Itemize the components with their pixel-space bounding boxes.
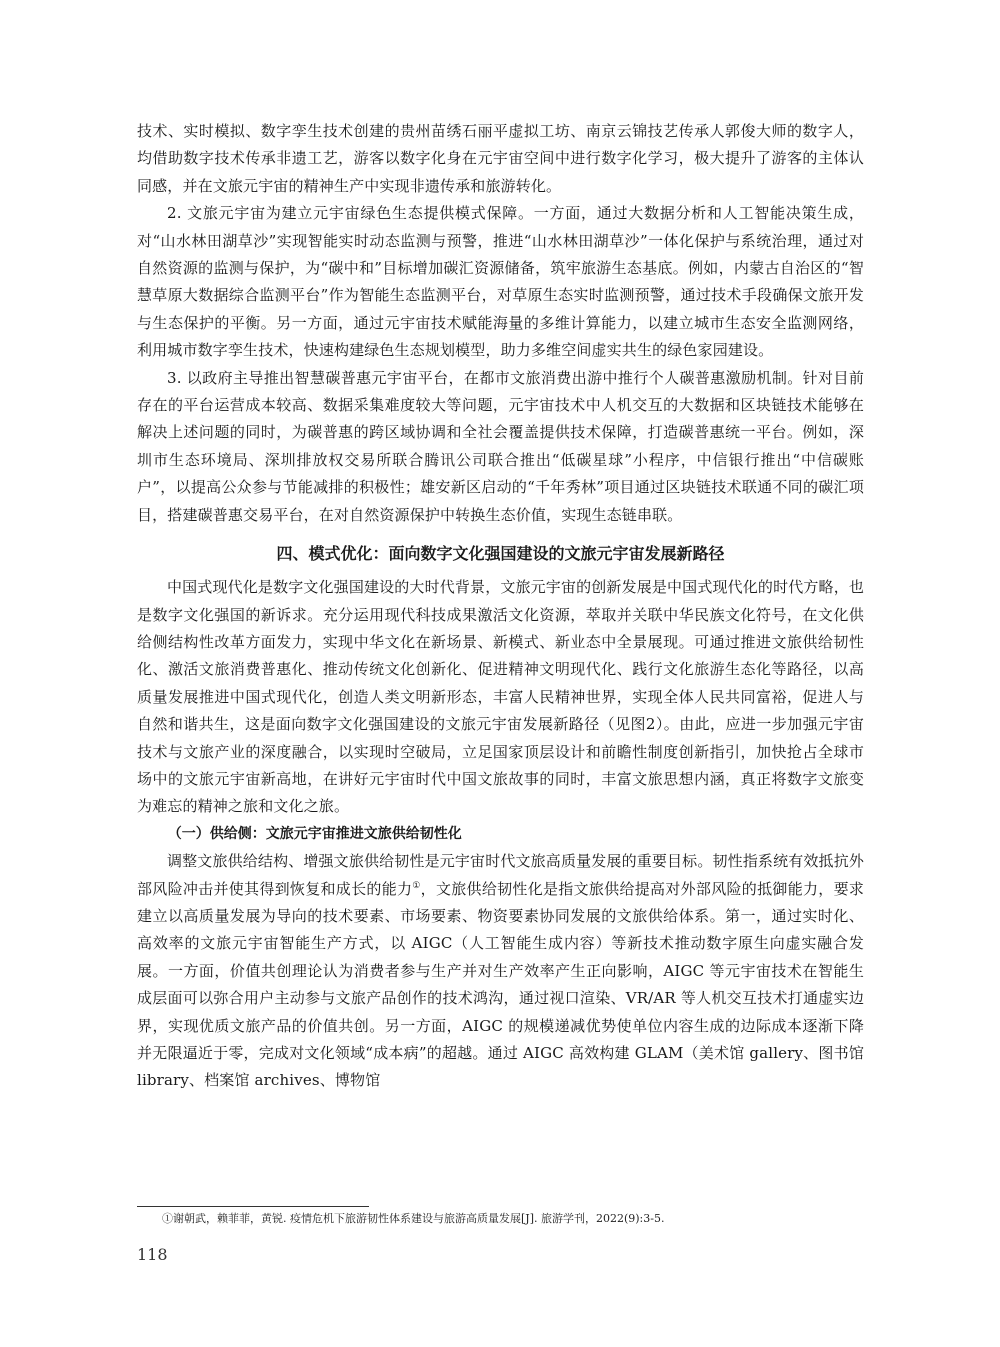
page-number: 118 bbox=[137, 1245, 168, 1264]
footnote-marker[interactable]: ① bbox=[412, 880, 421, 891]
paragraph-section-intro: 中国式现代化是数字文化强国建设的大时代背景，文旅元宇宙的创新发展是中国式现代化的时代方略，也是数字文化强国的新诉求。充分运用现代科技成果激活文化资源，萃取并关联中华民族文化符号，在文化供给侧结构性改革方面发力，实现中华文化在新场景、新模式、新业态中全景展现。可通过推进文旅供给韧性化、激活文旅消费普惠化、推动传统文化创新化、促进精神文明现代化、践行文化旅游生态化等路径，以高质量发展推进中国式现代化，创造人类文明新形态，丰富人民精神世界，实现全体人民共同富裕，促进人与自然和谐共生，这是面向数字文化强国建设的文旅元宇宙发展新路径（见图2）。由此，应进一步加强元宇宙技术与文旅产业的深度融合，以实现时空破局，立足国家顶层设计和前瞻性制度创新指引，加快抢占全球市场中的文旅元宇宙新高地，在讲好元宇宙时代中国文旅故事的同时，丰富文旅思想内涵，真正将数字文旅变为难忘的精神之旅和文化之旅。 bbox=[137, 578, 864, 816]
body-text bbox=[137, 118, 864, 1095]
paragraph-supply-side bbox=[137, 848, 864, 1095]
paragraph-point-3: 3. 以政府主导推出智慧碳普惠元宇宙平台，在都市文旅消费出游中推行个人碳普惠激励机制。针对目前存在的平台运营成本较高、数据采集难度较大等问题，元宇宙技术中人机交互的大数据和区块链技术能够在解决上述问题的同时，为碳普惠的跨区域协调和全社会覆盖提供技术保障，打造碳普惠统一平台。例如，深圳市生态环境局、深圳排放权交易所联合腾讯公司联合推出“低碳星球”小程序，中信银行推出“中信碳账户”，以提高公众参与节能减排的积极性；雄安新区启动的“千年秀林”项目通过区块链技术联通不同的碳汇项目，搭建碳普惠交易平台，在对自然资源保护中转换生态价值，实现生态链串联。 bbox=[137, 368, 864, 524]
paragraph-supply-side-text-a: 调整文旅供给结构、增强文旅供给韧性是元宇宙时代文旅高质量发展的重要目标。韧性指系统有效抵抗外部风险冲击并使其得到恢复和成长的能力 bbox=[137, 852, 864, 898]
paragraph-continued: 技术、实时模拟、数字孪生技术创建的贵州苗绣石丽平虚拟工坊、南京云锦技艺传承人郭俊大师的数字人，均借助数字技术传承非遗工艺，游客以数字化身在元宇宙空间中进行数字化学习，极大提升了游客的主体认同感，并在文旅元宇宙的精神生产中实现非遗传承和旅游转化。 bbox=[137, 122, 864, 195]
paragraph-supply-side-text-b: ，文旅供给韧性化是指文旅供给提高对外部风险的抵御能力，要求建立以高质量发展为导向的技术要素、市场要素、物资要素协同发展的文旅供给体系。第一，通过实时化、高效率的文旅元宇宙智能生产方式，以 AIGC（人工智能生成内容）等新技术推动数字原生向虚实融合发展。一方面，价值共创理论认为消费者参与生产并对生产效率产生正向影响，AIGC 等元宇宙技术在智能生成层面可以弥合用户主动参与文旅产品创作的技术鸿沟，通过视口渲染、VR/AR 等人机交互技术打通虚实边界，实现优质文旅产品的价值共创。另一方面，AIGC 的规模递减优势使单位内容生成的边际成本逐渐下降并无限逼近于零，完成对文化领域“成本病”的超越。通过 AIGC 高效构建 GLAM（美术馆 gallery、图书馆 library、档案馆 archives、博物馆 bbox=[137, 879, 865, 1090]
footnote-divider bbox=[137, 1206, 369, 1207]
paragraph-point-2: 2. 文旅元宇宙为建立元宇宙绿色生态提供模式保障。一方面，通过大数据分析和人工智能决策生成，对“山水林田湖草沙”实现智能实时动态监测与预警，推进“山水林田湖草沙”一体化保护与系统治理，通过对自然资源的监测与保护，为“碳中和”目标增加碳汇资源储备，筑牢旅游生态基底。例如，内蒙古自治区的“智慧草原大数据综合监测平台”作为智能生态监测平台，对草原生态实时监测预警，通过技术手段确保文旅开发与生态保护的平衡。另一方面，通过元宇宙技术赋能海量的多维计算能力，以建立城市生态安全监测网络，利用城市数字孪生技术，快速构建绿色生态规划模型，助力多维空间虚实共生的绿色家园建设。 bbox=[137, 204, 864, 360]
section-heading: 四、模式优化：面向数字文化强国建设的文旅元宇宙发展新路径 bbox=[276, 544, 725, 564]
footnote: ①谢朝武，赖菲菲，黄锐. 疫情危机下旅游韧性体系建设与旅游高质量发展[J]. 旅游学刊，2022(9):3-5. bbox=[162, 1212, 665, 1225]
sub-heading: （一）供给侧：文旅元宇宙推进文旅供给韧性化 bbox=[167, 825, 462, 842]
